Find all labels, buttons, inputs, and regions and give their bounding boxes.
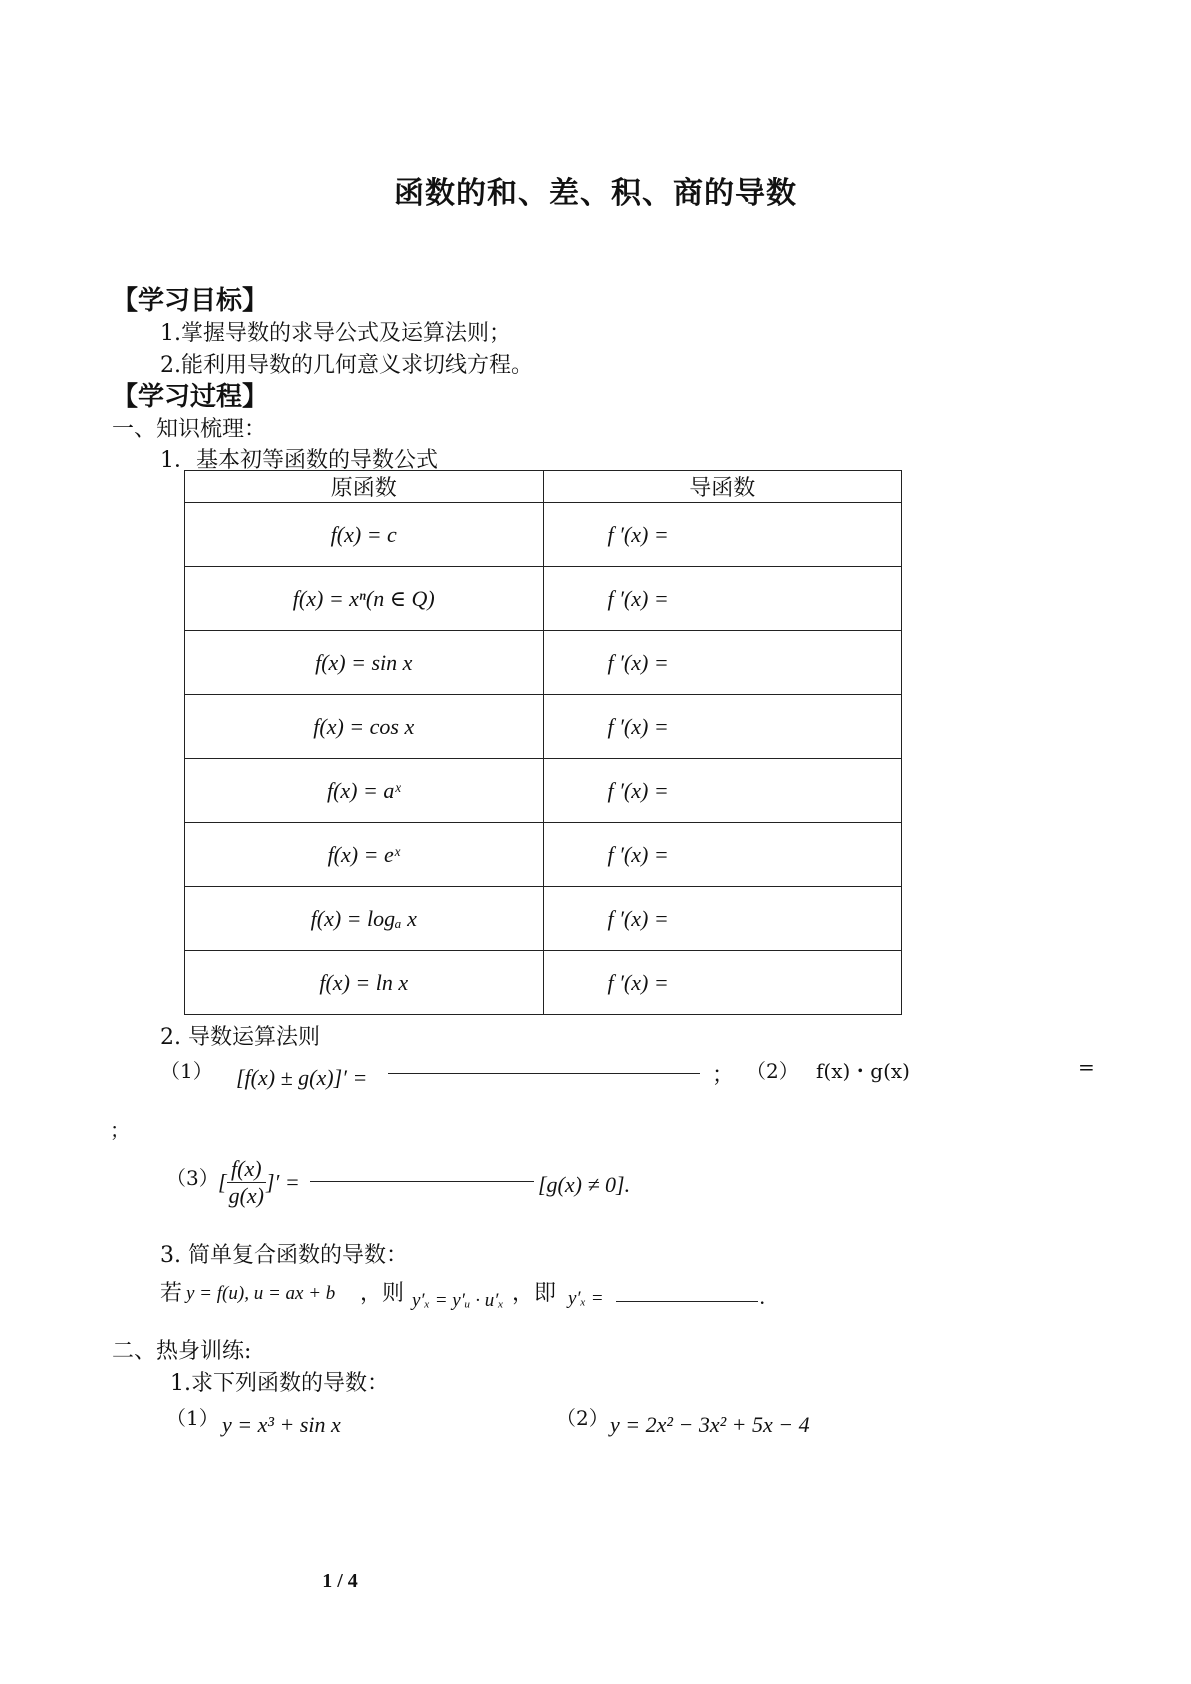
subsection-rules: 2. 导数运算法则 xyxy=(160,1025,320,1050)
table-row xyxy=(185,631,902,695)
rule3-expression: [ $\frac{f(x)}{g(x)}$ ]′ = xyxy=(218,1156,300,1208)
composite-expr-2: y′ₓ = y′ᵤ · u′ₓ xyxy=(412,1290,504,1311)
table-header-original: 原函数 xyxy=(185,471,544,503)
original-function: f(x) = eˣ xyxy=(185,823,544,887)
rule3-denominator: g(x) xyxy=(228,1183,264,1208)
derivative-blank: f ′(x) = xyxy=(543,759,902,823)
objective-item-1: 1.掌握导数的求导公式及运算法则； xyxy=(160,321,511,346)
problem1-label: （1） xyxy=(166,1406,219,1430)
derivative-formula-table xyxy=(184,470,902,1015)
composite-then: ，则 xyxy=(360,1281,405,1306)
original-function: f(x) = logₐ x xyxy=(185,887,544,951)
derivative-blank: f ′(x) = xyxy=(543,887,902,951)
rule3-condition: [g(x) ≠ 0]. xyxy=(538,1172,631,1197)
rule3-label: （3） xyxy=(166,1166,219,1190)
original-function: f(x) = ln x xyxy=(185,951,544,1015)
table-row xyxy=(185,887,902,951)
derivative-blank: f ′(x) = xyxy=(543,567,902,631)
original-function: f(x) = xⁿ(n ∈ Q) xyxy=(185,567,544,631)
derivative-blank: f ′(x) = xyxy=(543,951,902,1015)
original-function: f(x) = c xyxy=(185,503,544,567)
table-row xyxy=(185,503,902,567)
table-row xyxy=(185,567,902,631)
composite-end: . xyxy=(760,1284,766,1309)
table-header-derivative: 导函数 xyxy=(543,471,902,503)
section-warmup: 二、热身训练: xyxy=(112,1339,252,1364)
objective-item-2: 2.能利用导数的几何意义求切线方程。 xyxy=(160,353,533,378)
rule3-numerator: f(x) xyxy=(227,1156,266,1183)
original-function: f(x) = sin x xyxy=(185,631,544,695)
table-row xyxy=(185,951,902,1015)
table-row xyxy=(185,759,902,823)
process-heading: 【学习过程】 xyxy=(112,382,269,412)
subsection-composite: 3. 简单复合函数的导数： xyxy=(160,1243,408,1268)
composite-expr-3: y′ₓ = xyxy=(568,1288,604,1309)
derivative-blank: f ′(x) = xyxy=(543,695,902,759)
rule1-answer-line xyxy=(388,1072,700,1074)
problem1-expression: y = x³ + sin x xyxy=(222,1412,341,1437)
table-row xyxy=(185,823,902,887)
subsection-formulas: 1．基本初等函数的导数公式 xyxy=(160,448,438,473)
rule2-equals: = xyxy=(1078,1055,1095,1079)
rule2-expression: f(x)・g(x) xyxy=(816,1059,910,1083)
rule2-semicolon: ； xyxy=(110,1118,130,1142)
composite-namely: ，即 xyxy=(512,1281,557,1306)
page-number: 1 / 4 xyxy=(322,1570,358,1592)
table-header-row xyxy=(185,471,902,503)
table-row xyxy=(185,695,902,759)
original-function: f(x) = cos x xyxy=(185,695,544,759)
composite-expr-1: y = f(u), u = ax + b xyxy=(186,1283,336,1304)
warmup-instruction: 1.求下列函数的导数： xyxy=(170,1371,389,1396)
original-function: f(x) = aˣ xyxy=(185,759,544,823)
objectives-heading: 【学习目标】 xyxy=(112,286,269,316)
derivative-blank: f ′(x) = xyxy=(543,823,902,887)
rule2-label: （2） xyxy=(746,1059,799,1083)
composite-if: 若 xyxy=(160,1281,183,1306)
page-title: 函数的和、差、积、商的导数 xyxy=(394,176,797,211)
derivative-blank: f ′(x) = xyxy=(543,503,902,567)
problem2-expression: y = 2x² − 3x² + 5x − 4 xyxy=(610,1412,810,1437)
rule1-end: ； xyxy=(712,1063,735,1088)
rule3-answer-line xyxy=(310,1180,534,1182)
rule1-expression: [f(x) ± g(x)]′ = xyxy=(236,1065,368,1090)
rule1-label: （1） xyxy=(160,1059,213,1083)
composite-answer-line xyxy=(616,1300,758,1302)
problem2-label: （2） xyxy=(556,1406,609,1430)
derivative-blank: f ′(x) = xyxy=(543,631,902,695)
section-knowledge: 一、知识梳理： xyxy=(112,417,267,442)
